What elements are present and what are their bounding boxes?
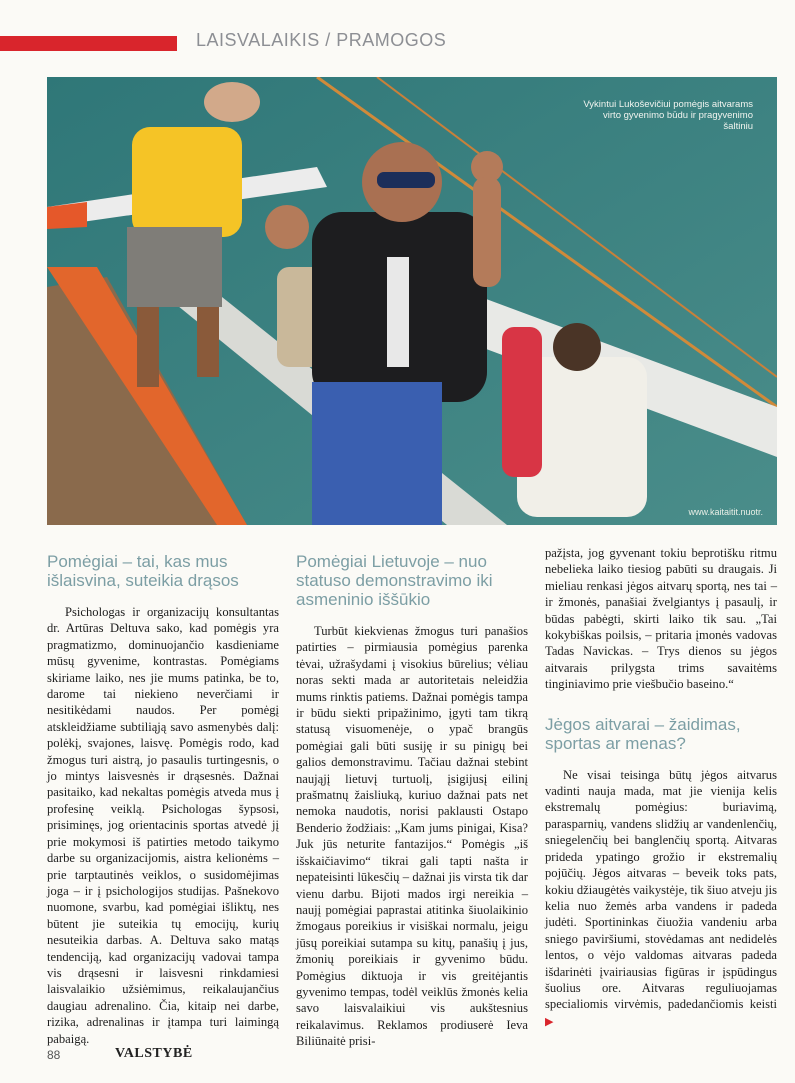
section-color-bar	[0, 36, 177, 51]
photo-illustration	[47, 77, 777, 525]
col3-paragraph-text: Ne visai teisinga būtų jėgos aitvarus vadinti nauja mada, mat jie vienija kelis ekstremalų pomėgius: buriavimą, parasparnių, vandens slidžių ar vandenlenčių, sniegelenčių bei banglenčių sportą. Aitvaras prideda ypatingo grožio ir ekstremalių pojūčių. Jėgos aitvaras – beveik toks pats, kokiu džiaugėtės vaikystėje, tik šiuo atveju jis kelia nuo žemės arba vandens ir padeda judėti. Sportininkas čiuožia vandeniu arba sniego paviršiumi, stovėdamas ant nedidelės lentos, o vėjo valdomas aitvaras padeda išdarinėti įvairiausias figūras ir įspūdingus šuolius ore. Aitvaras reguliuojamas specialiomis virvėmis, padedančiomis keisti	[545, 767, 777, 1012]
section-title: LAISVALAIKIS / PRAMOGOS	[196, 30, 447, 50]
heading-hobbies-liberate: Pomėgiai – tai, kas mus išlaisvina, suteikia drąsos	[47, 552, 239, 590]
continue-arrow-icon: ▶	[545, 1015, 554, 1028]
page-number: 88	[47, 1048, 61, 1062]
column-1	[47, 552, 279, 1047]
col3-intro-paragraph: pažįsta, jog gyvenant tokiu beprotišku ritmu nebelieka laiko tiesiog pabūti su draugais. Ji mieliau renkasi jėgos aitvarų sportą, nes tai – ir žmonės, panašiai žvelgiantys į pasaulį, ir būdas pabėgti, skirti laiko tik sau. „Tai kokybiškas poilsis, – pritaria įmonės vadovas Tadas Navickas. – Trys dienos su jėgos aitvarais prilygsta trims savaitėms tinginiavimo prie viešbučio baseino.“	[545, 546, 777, 692]
col3-paragraph	[545, 767, 777, 1031]
column-2	[296, 552, 528, 1050]
col1-paragraph: Psichologas ir organizacijų konsultantas dr. Artūras Deltuva sako, kad pomėgis yra pragmatizmo, dominuojančio kasdieniame mūsų gyvenime, kontrastas. Pomėgiams skiriame laiko, nes jie mums patinka, be to, darome tai niekieno neverčiami ir nesitikėdami naudos. Per pomėgį atskleidžiame subtiliąją savo asmenybės dalį: polėkį, svajones, laisvę. Pomėgis rodo, kad žmogus turi aistrą, jo pasaulis turtingesnis, o jo mintys laisvesnės ir drąsesnės. Dažnai pasitaiko, kad nekaltas pomėgis atveda mus į profesinę veiklą. Psichologas šypsosi, prisiminęs, jog orientacinis sportas atvedė jį prie mokymosi iš patirties metodo taikymo darbe su organizacijomis, aistra kelionėms – prie tarptautinės veiklos, o susidomėjimas joga – ir į psichologijos studijas. Pašnekovo nuomone, svarbu, kad pomėgiai išliktų, nes būtent jie suteikia tų emocijų, kurių nesuteikia darbas. A. Deltuva sako matąs tendenciją, kad organizacijų vadovai tampa vis drąsesni ir laisvesni rinkdamiesi laisvalaikio užsiėmimus, reikalaujančius daugiau adrenalino. Čia, kitaip nei darbe, rizika, adrenalinas ir įtampa turi laimingą pabaigą.	[47, 605, 279, 1046]
heading-hobbies-lithuania: Pomėgiai Lietuvoje – nuo statuso demonstravimo iki asmeninio iššūkio	[296, 552, 493, 609]
photo-credit: www.kaitaitit.nuotr.	[688, 507, 763, 517]
column-3	[545, 545, 777, 1030]
heading-power-kites: Jėgos aitvarai – žaidimas, sportas ar menas?	[545, 714, 741, 753]
publication-name: VALSTYBĖ	[115, 1046, 193, 1061]
feature-photo	[47, 77, 777, 525]
photo-caption: Vykintui Lukoševičiui pomėgis aitvarams virto gyvenimo būdu ir pragyvenimo šaltiniu	[583, 99, 753, 132]
col2-paragraph: Turbūt kiekvienas žmogus turi panašios patirties – pirmiausia pomėgius parenka tėvai, užrašydami į visokius būrelius; vėliau noras sekti mada ar autoritetais neleidžia mums rinktis patiems. Dažnai pomėgis tampa ir būdu siekti pripažinimo, įgyti tam tikrą statusą visuomenėje, o ypač brangūs pomėgiai gali būti susiję ir su pinigų bei galios demonstravimu. Tačiau dažnai stebint naująjį lietuvį turtuolį, įsigijusį eilinį prašmatnų žaisliuką, kuriuo dažnai pats net nemoka naudotis, norisi paklausti Ostapo Benderio žodžiais: „Kam jums pinigai, Kisa? Juk jūs neturite fantazijos.“ Pomėgis „iš išskaičiavimo“ tikrai gali tapti našta ir nepateisinti lūkesčių – dažnai jis virsta tik dar vienu darbu. Bijoti mados irgi nereikia – naujį pomėgiai paprastai atitinka šiuolaikinio žmogaus poreikius ir visiškai normalu, jeigu jūsų poreikiai sutampa su kitų, panašių į jus, žmonių poreikiais ir gyvenimo būdu. Pomėgius diktuoja ir vis greitėjantis gyvenimo tempas, todėl veiklūs žmonės kelia savo laisvalaikiui vis aukštesnius reikalavimus. Reklamos prodiuserė Ieva Biliūnaitė prisi-	[296, 624, 528, 1049]
